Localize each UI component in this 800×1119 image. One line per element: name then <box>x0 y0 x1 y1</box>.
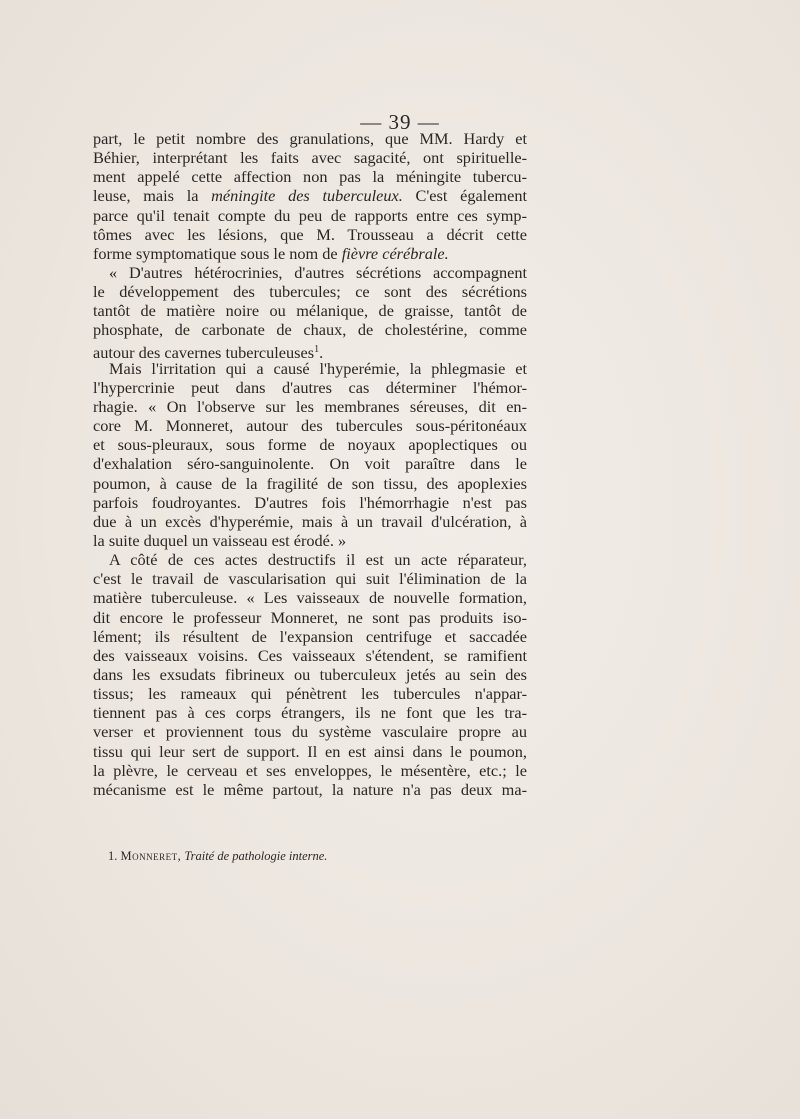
text-line: lément; ils résultent de l'expansion centrifuge et saccadée <box>93 626 527 646</box>
footnote-author: Monneret, <box>120 849 182 863</box>
text-segment: autour des cavernes tuberculeuses <box>93 342 315 359</box>
text-line: « D'autres hétérocrinies, d'autres sécrétions accompagnent <box>109 262 527 282</box>
italic-phrase: méningite des tuberculeux. <box>211 186 403 206</box>
footnote <box>108 849 327 864</box>
text-line: c'est le travail de vascularisation qui suit l'élimination de la <box>93 569 527 589</box>
text-line: ment appelé cette affection non pas la méningite tubercu- <box>93 167 527 187</box>
text-line: la suite duquel un vaisseau est érodé. » <box>93 530 347 550</box>
text-line: tissus; les rameaux qui pénètrent les tubercules n'appar- <box>93 684 527 704</box>
text-line: l'hypercrinie peut dans d'autres cas déterminer l'hémor- <box>93 377 527 397</box>
text-line: tiennent pas à ces corps étrangers, ils ne font que les tra- <box>93 703 527 723</box>
text-line: part, le petit nombre des granulations, que MM. Hardy et <box>93 129 527 148</box>
text-line: tissu qui leur sert de support. Il en est ainsi dans le poumon, <box>93 741 527 761</box>
text-line <box>93 340 527 359</box>
page-number: — 39 — <box>360 110 440 134</box>
text-line <box>93 244 527 263</box>
text-line: et sous-pleuraux, sous forme de noyaux apoplectiques ou <box>93 435 527 455</box>
text-line: mécanisme est le même partout, la nature n'a pas deux ma- <box>93 779 527 799</box>
text-line: dit encore le professeur Monneret, ne sont pas produits iso- <box>93 607 527 627</box>
text-segment: leuse, mais la <box>93 186 212 206</box>
text-line: la plèvre, le cerveau et ses enveloppes, le mésentère, etc.; le <box>93 760 527 780</box>
text-line: Béhier, interprétant les faits avec sagacité, ont spirituelle- <box>93 148 527 168</box>
text-line: phosphate, de carbonate de chaux, de cholestérine, comme <box>93 320 527 340</box>
text-line: dans les exsudats fibrineux ou tuberculeux jetés au sein des <box>93 664 527 684</box>
text-line: parfois foudroyantes. D'autres fois l'hémorrhagie n'est pas <box>93 492 527 512</box>
body-text <box>93 129 527 799</box>
text-line <box>93 186 527 205</box>
text-segment: C'est également <box>402 186 527 206</box>
text-line: d'exhalation séro-sanguinolente. On voit paraître dans le <box>93 454 527 474</box>
text-line: rhagie. « On l'observe sur les membranes séreuses, dit en- <box>93 396 527 416</box>
text-line: le développement des tubercules; ce sont des sécrétions <box>93 282 527 302</box>
footnote-title: Traité de pathologie interne. <box>184 849 328 863</box>
text-segment: . <box>319 342 324 359</box>
text-line: Mais l'irritation qui a causé l'hyperémie, la phlegmasie et <box>109 358 527 378</box>
text-line: matière tuberculeuse. « Les vaisseaux de nouvelle formation, <box>93 588 527 608</box>
text-line: tômes avec les lésions, que M. Trousseau a décrit cette <box>93 224 527 244</box>
text-line: A côté de ces actes destructifs il est un acte réparateur, <box>109 550 527 570</box>
text-line: core M. Monneret, autour des tubercules sous-péritonéaux <box>93 416 527 436</box>
text-line: parce qu'il tenait compte du peu de rapports entre ces symp- <box>93 205 527 225</box>
text-segment: forme symptomatique sous le nom de <box>93 243 342 263</box>
text-line: due à un excès d'hyperémie, mais à un travail d'ulcération, à <box>93 511 527 531</box>
footnote-marker: 1 <box>314 343 320 355</box>
text-line: poumon, à cause de la fragilité de son tissu, des apoplexies <box>93 473 527 493</box>
text-line: tantôt de matière noire ou mélanique, de graisse, tantôt de <box>93 301 527 321</box>
footnote-number: 1. <box>108 849 118 863</box>
text-line: verser et proviennent tous du système vasculaire propre au <box>93 722 527 742</box>
text-line: des vaisseaux voisins. Ces vaisseaux s'étendent, se ramifient <box>93 645 527 665</box>
italic-phrase: fièvre cérébrale. <box>341 243 449 263</box>
